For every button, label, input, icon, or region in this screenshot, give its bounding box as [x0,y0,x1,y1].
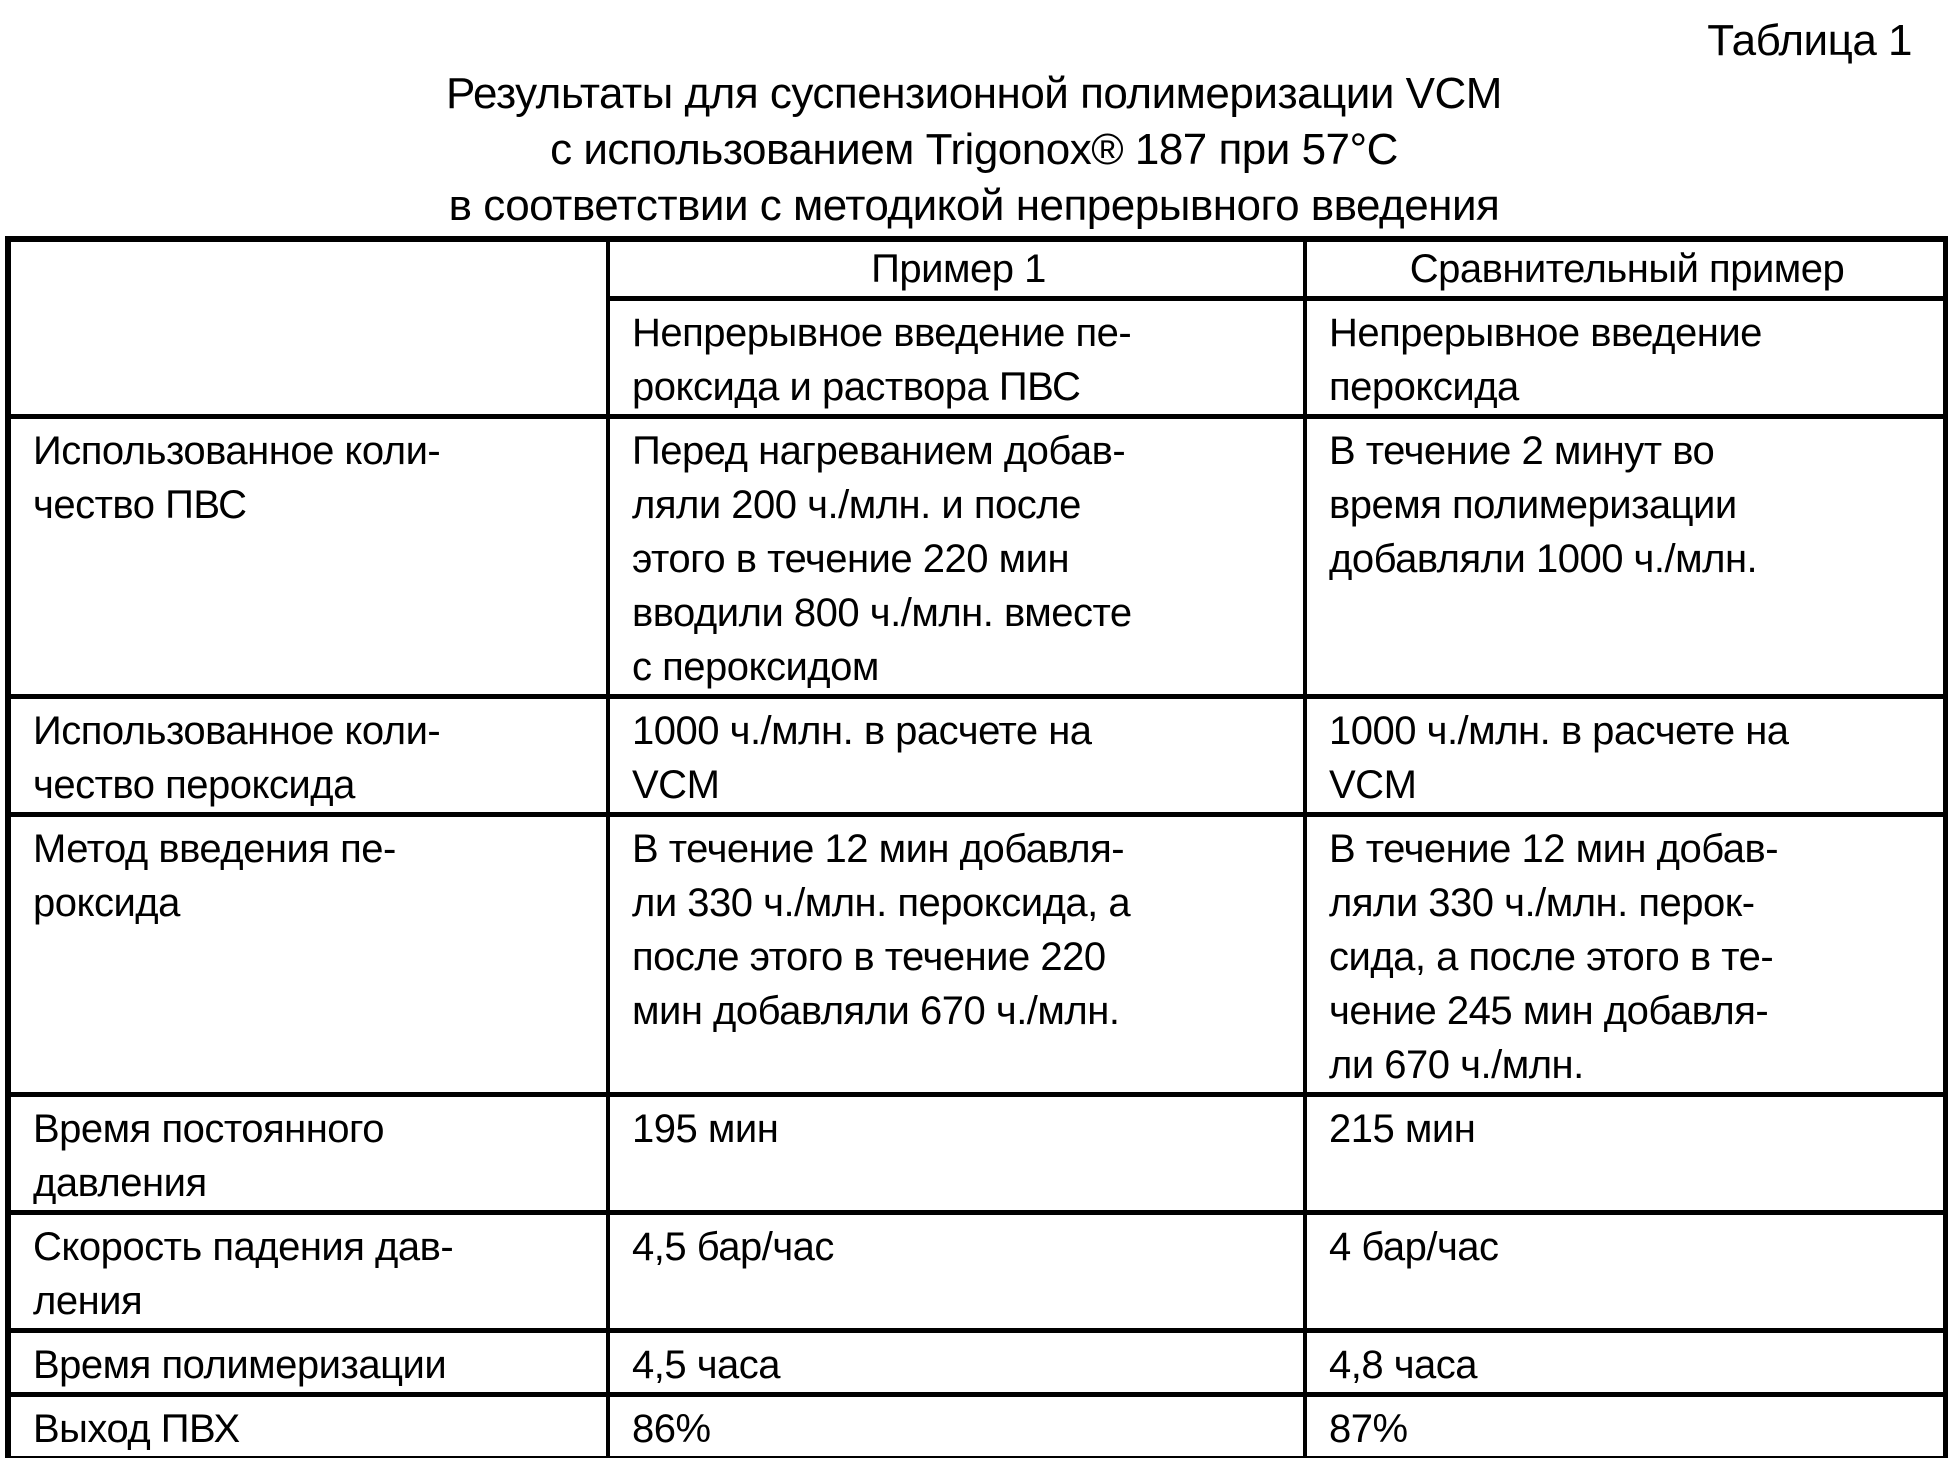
row-label-pressure-drop-rate: Скорость падения дав- ления [8,1213,608,1331]
row-label-pvc-yield: Выход ПВХ [8,1395,608,1458]
table-row-peroxide-amount [8,697,1946,815]
row-label-polymerization-time: Время полимеризации [8,1331,608,1395]
cell-peroxide-amount-comparative: 1000 ч./млн. в расчете на VCM [1305,697,1946,815]
table-number-label: Таблица 1 [1707,16,1912,65]
table-row-constant-pressure-time [8,1095,1946,1213]
row-label-constant-pressure-time: Время постоянного давления [8,1095,608,1213]
cell-constant-pressure-time-example1: 195 мин [608,1095,1305,1213]
cell-peroxide-dosing-comparative: В течение 12 мин добав- ляли 330 ч./млн. перок- сида, а после этого в те- чение 245 мин добавля- ли 670 ч./млн. [1305,815,1946,1095]
cell-pressure-drop-rate-example1: 4,5 бар/час [608,1213,1305,1331]
corner-cell [8,239,608,417]
column-header-comparative: Сравнительный пример [1305,239,1946,299]
cell-constant-pressure-time-comparative: 215 мин [1305,1095,1946,1213]
results-table [5,236,1948,1458]
table-row-peroxide-dosing-method [8,815,1946,1095]
table-row-pvc-yield [8,1395,1946,1458]
cell-peroxide-amount-example1: 1000 ч./млн. в расчете на VCM [608,697,1305,815]
table-header-row [8,239,1946,299]
table-row-polymerization-time [8,1331,1946,1395]
row-label-peroxide-amount: Использованное коли- чество пероксида [8,697,608,815]
row-label-pvc-amount: Использованное коли- чество ПВС [8,417,608,697]
cell-pvc-amount-comparative: В течение 2 минут во время полимеризации добавляли 1000 ч./млн. [1305,417,1946,697]
cell-pressure-drop-rate-comparative: 4 бар/час [1305,1213,1946,1331]
document-title-line-1: Результаты для суспензионной полимеризации VCM [446,69,1502,118]
document-title-line-2: с использованием Trigonox® 187 при 57°C [550,125,1398,174]
subheader-example1-method: Непрерывное введение пе- роксида и раствора ПВС [608,299,1305,417]
row-label-peroxide-dosing-method: Метод введения пе- роксида [8,815,608,1095]
document-title-line-3: в соответствии с методикой непрерывного введения [448,181,1500,230]
subheader-comparative-method: Непрерывное введение пероксида [1305,299,1946,417]
cell-polymerization-time-comparative: 4,8 часа [1305,1331,1946,1395]
table-row-pressure-drop-rate [8,1213,1946,1331]
cell-polymerization-time-example1: 4,5 часа [608,1331,1305,1395]
cell-pvc-amount-example1: Перед нагреванием добав- ляли 200 ч./млн. и после этого в течение 220 мин вводили 800 ч./млн. вместе с пероксидом [608,417,1305,697]
column-header-example1: Пример 1 [608,239,1305,299]
cell-pvc-yield-comparative: 87% [1305,1395,1946,1458]
cell-peroxide-dosing-example1: В течение 12 мин добавля- ли 330 ч./млн. пероксида, а после этого в течение 220 мин добавляли 670 ч./млн. [608,815,1305,1095]
table-row-pvc-amount [8,417,1946,697]
cell-pvc-yield-example1: 86% [608,1395,1305,1458]
